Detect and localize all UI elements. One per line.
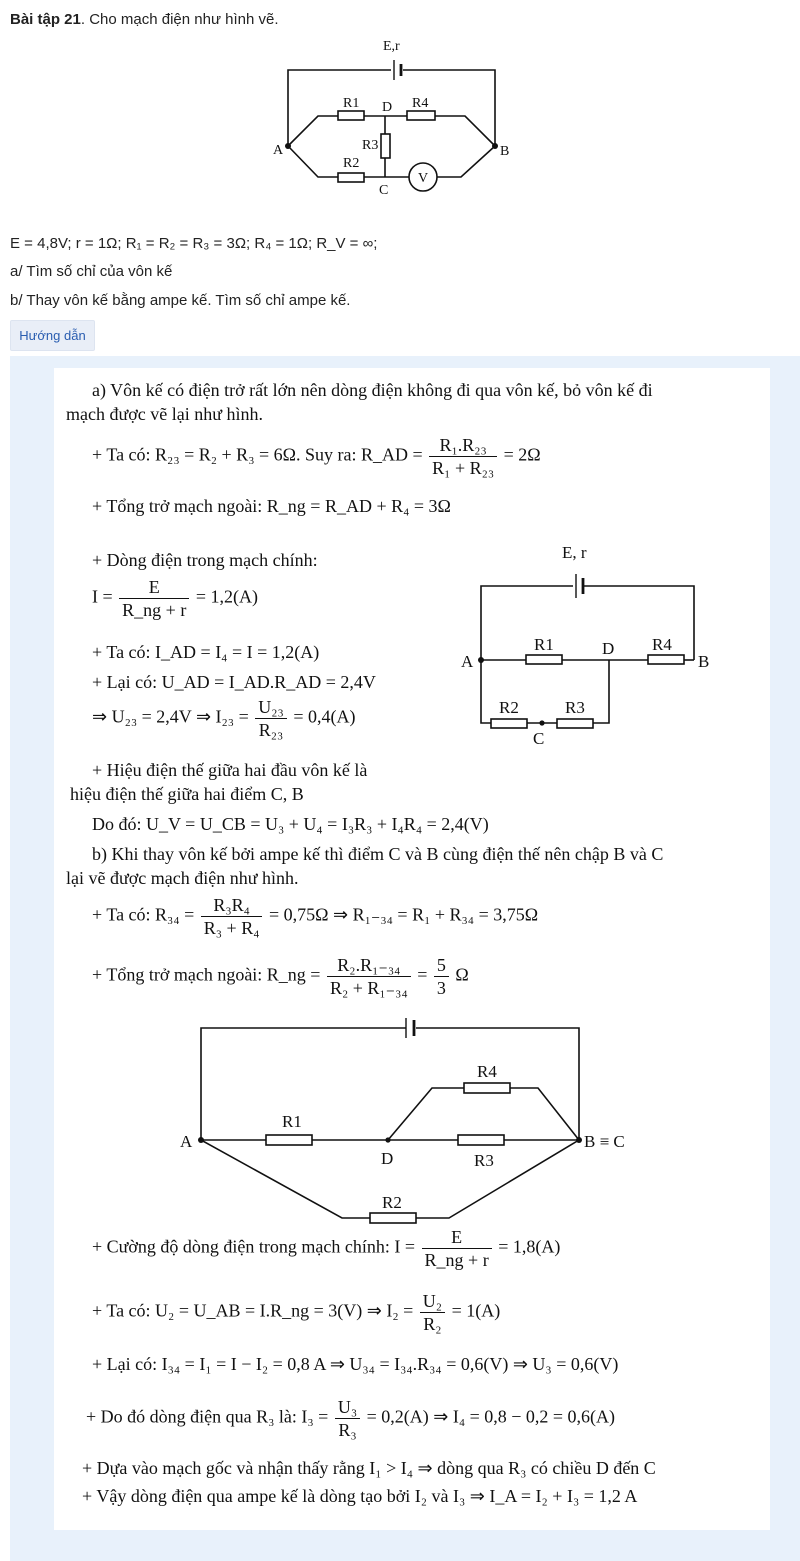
sol-b-u2 <box>92 1290 500 1335</box>
sol-b-rng <box>92 954 469 999</box>
sol-a-uv: Do đó: U_V = U_CB = U₃ + U₄ = I₃R₃ + I₄R₄ = 2,4(V) <box>92 814 489 834</box>
sol-b-direction: + Dựa vào mạch gốc và nhận thấy rằng I₁ > I₄ ⇒ dòng qua R₃ có chiều D đến C <box>82 1458 656 1478</box>
sol-a-i-fraction <box>119 576 189 621</box>
sol-b-i34: + Lại có: I₃₄ = I₁ = I − I₂ = 0,8 A ⇒ U₃₄ = I₃₄.R₃₄ = 0,6(V) ⇒ U₃ = 0,6(V) <box>92 1354 619 1374</box>
given-values: E = 4,8V; r = 1Ω; R₁ = R₂ = R₃ = 3Ω; R₄ = 1Ω; R_V = ∞; <box>10 235 378 252</box>
sol-b-rng-result-num: 5 <box>434 954 449 977</box>
sol-b-i <box>92 1226 560 1271</box>
fig2-node-d: D <box>602 639 615 658</box>
problem-number: Bài tập 21 <box>10 11 81 28</box>
voltmeter-label: V <box>418 171 429 186</box>
sol-b-r34-prefix: + Ta có: R₃₄ = <box>92 904 195 925</box>
sol-a-u23-result: = 0,4(A) <box>293 706 356 727</box>
sol-b-i3-den: R₃ <box>338 1420 357 1440</box>
circuit-figure-part-b <box>174 1008 654 1223</box>
fig1-node-a: A <box>273 143 284 158</box>
sol-b-i-num: E <box>422 1226 492 1249</box>
sol-b-i3-result: = 0,2(A) ⇒ I₄ = 0,8 − 0,2 = 0,6(A) <box>366 1406 616 1427</box>
sol-b-i-result: = 1,8(A) <box>498 1236 561 1257</box>
sol-b-rng-den: R₂ + R₁₋₃₄ <box>329 978 408 998</box>
fig1-r1: R1 <box>343 96 360 111</box>
fig2-node-a: A <box>461 652 474 671</box>
fig1-node-d: D <box>382 100 393 115</box>
sol-b-i-prefix: + Cường độ dòng điện trong mạch chính: I = <box>92 1236 416 1257</box>
fig1-r4: R4 <box>412 96 429 111</box>
sol-a-intro-2: mạch được vẽ lại như hình. <box>66 404 263 424</box>
sol-a-u23 <box>92 696 355 741</box>
fig3-r3: R3 <box>474 1151 494 1170</box>
fig2-r2: R2 <box>499 698 519 717</box>
guide-button[interactable]: Hướng dẫn <box>10 320 95 351</box>
sol-b-i-den: R_ng + r <box>424 1250 489 1270</box>
sol-a-i-num: E <box>119 576 189 599</box>
fig3-r4: R4 <box>477 1062 497 1081</box>
sol-b-rng-prefix: + Tổng trở mạch ngoài: R_ng = <box>92 964 321 985</box>
sol-b-r34-result: = 0,75Ω ⇒ R₁₋₃₄ = R₁ + R₃₄ = 3,75Ω <box>268 904 539 925</box>
sol-a-rng: + Tổng trở mạch ngoài: R_ng = R_AD + R₄ = 3Ω <box>92 496 451 516</box>
sol-b-u2-num: U₂ <box>420 1290 445 1313</box>
sol-b-r34 <box>92 894 538 939</box>
fig2-node-c: C <box>533 729 545 748</box>
sol-b-r34-num: R₃R₄ <box>201 894 263 917</box>
problem-title <box>10 11 279 28</box>
fig1-r2: R2 <box>343 156 360 171</box>
question-a: a/ Tìm số chỉ của vôn kế <box>10 263 173 280</box>
sol-a-i-prefix: I = <box>92 586 113 607</box>
fig1-node-b: B <box>500 144 510 159</box>
sol-a-hdt-2: hiệu điện thế giữa hai điểm C, B <box>70 784 304 804</box>
circuit-figure-part-a <box>454 538 754 748</box>
fig3-node-d: D <box>381 1149 394 1168</box>
fig3-node-bc: B ≡ C <box>584 1132 625 1151</box>
sol-b-intro-2: lại vẽ được mạch điện như hình. <box>66 868 299 888</box>
sol-b-rng-num: R₂.R₁₋₃₄ <box>327 954 411 977</box>
sol-a-r23 <box>92 434 541 479</box>
sol-a-uad: + Lại có: U_AD = I_AD.R_AD = 2,4V <box>92 672 376 692</box>
fig2-label-source: E, r <box>562 543 587 562</box>
sol-a-u23-prefix: ⇒ U₂₃ = 2,4V ⇒ I₂₃ = <box>92 706 249 727</box>
problem-title-text: . Cho mạch điện như hình vẽ. <box>80 11 279 28</box>
fig3-r2: R2 <box>382 1193 402 1212</box>
sol-b-u2-fraction <box>420 1290 445 1335</box>
sol-b-i3 <box>86 1396 615 1441</box>
sol-b-u2-result: = 1(A) <box>451 1300 501 1321</box>
sol-a-main-current: + Dòng điện trong mạch chính: <box>92 550 318 570</box>
sol-b-r34-den: R₃ + R₄ <box>203 918 260 938</box>
sol-b-rng-result-fraction <box>434 954 449 999</box>
sol-a-u23-fraction <box>255 696 287 741</box>
sol-a-r23-result: = 2Ω <box>503 444 541 465</box>
sol-b-i3-num: U₃ <box>335 1396 360 1419</box>
solution-image <box>54 368 770 1530</box>
sol-b-i3-fraction <box>335 1396 360 1441</box>
sol-a-r23-den: R₁ + R₂₃ <box>432 458 495 478</box>
sol-b-i-fraction <box>422 1226 492 1271</box>
sol-a-r23-prefix: + Ta có: R₂₃ = R₂ + R₃ = 6Ω. Suy ra: R_AD = <box>92 444 423 465</box>
sol-a-r23-fraction <box>429 434 497 479</box>
sol-a-u23-den: R₂₃ <box>258 720 284 740</box>
sol-b-intro-1: b) Khi thay vôn kế bởi ampe kế thì điểm C và B cùng điện thế nên chập B và C <box>92 844 664 864</box>
sol-b-rng-unit: Ω <box>455 964 469 985</box>
sol-b-r34-fraction <box>201 894 263 939</box>
sol-b-rng-result-den: 3 <box>436 978 446 998</box>
sol-a-iad: + Ta có: I_AD = I₄ = I = 1,2(A) <box>92 642 320 662</box>
fig3-node-a: A <box>180 1132 193 1151</box>
question-b: b/ Thay vôn kế bằng ampe kế. Tìm số chỉ ampe kế. <box>10 292 351 309</box>
fig1-label-source: E,r <box>383 39 400 54</box>
sol-a-i <box>92 576 258 621</box>
fig2-r4: R4 <box>652 635 672 654</box>
sol-b-i3-prefix: + Do đó dòng điện qua R₃ là: I₃ = <box>86 1406 329 1427</box>
sol-a-intro-1: a) Vôn kế có điện trở rất lớn nên dòng điện không đi qua vôn kế, bỏ vôn kế đi <box>92 380 653 400</box>
sol-a-hdt-1: + Hiệu điện thế giữa hai đầu vôn kế là <box>92 760 368 780</box>
sol-b-rng-fraction <box>327 954 411 999</box>
sol-a-i-den: R_ng + r <box>122 600 187 620</box>
sol-a-u23-num: U₂₃ <box>255 696 287 719</box>
fig2-r1: R1 <box>534 635 554 654</box>
fig1-r3: R3 <box>362 138 379 153</box>
sol-b-final: + Vậy dòng điện qua ampe kế là dòng tạo bởi I₂ và I₃ ⇒ I_A = I₂ + I₃ = 1,2 A <box>82 1486 638 1506</box>
sol-b-u2-prefix: + Ta có: U₂ = U_AB = I.R_ng = 3(V) ⇒ I₂ = <box>92 1300 414 1321</box>
sol-b-u2-den: R₂ <box>423 1314 442 1334</box>
fig1-node-c: C <box>379 183 389 198</box>
circuit-figure-original <box>265 34 510 214</box>
sol-a-r23-num: R₁.R₂₃ <box>429 434 497 457</box>
sol-a-i-result: = 1,2(A) <box>195 586 258 607</box>
fig2-r3: R3 <box>565 698 585 717</box>
fig3-r1: R1 <box>282 1112 302 1131</box>
fig2-node-b: B <box>698 652 710 671</box>
sol-b-rng-eq: = <box>417 964 428 985</box>
